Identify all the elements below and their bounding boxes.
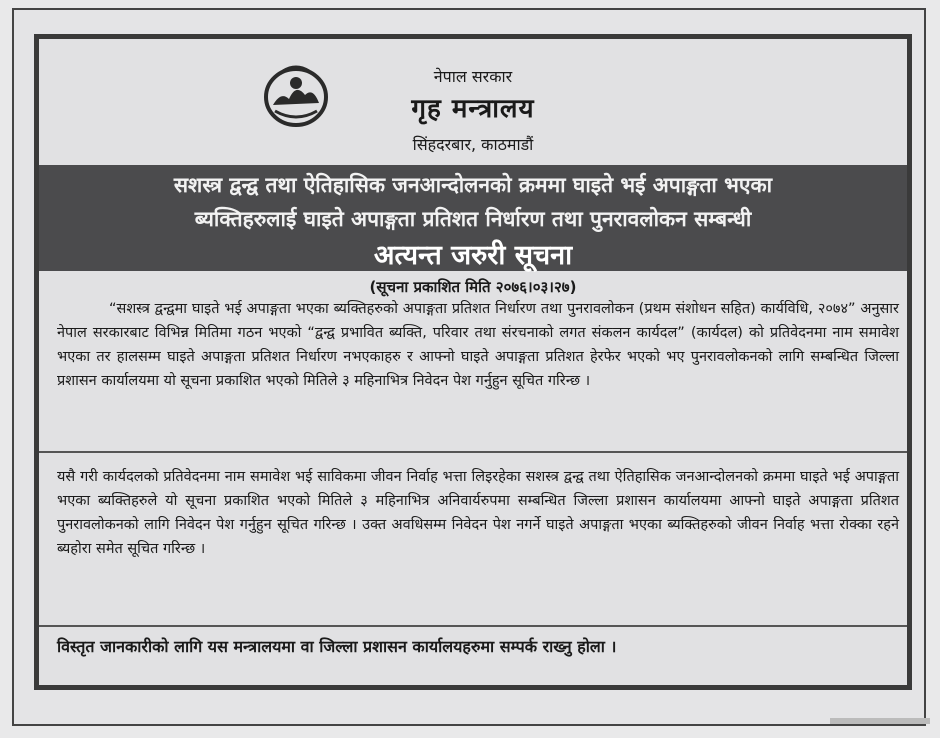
paragraph-2: यसै गरी कार्यदलको प्रतिवेदनमा नाम समावेश भई साविकमा जीवन निर्वाह भत्ता लिइरहेका सशस्त्र द्वन्द्व तथा ऐतिहासिक जनआन्दोलनको क्रममा घाइते भई अपाङ्गता भएका ब्यक्तिहरुले यो सूचना प्रकाशित भएको मितिले ३ महिनाभित्र अनिवार्यरुपमा सम्बन्धित जिल्ला प्रशासन कार्यालयमा आफ्नो घाइते अपाङ्गता प्रतिशत पुनरावलोकनको लागि निवेदन पेश गर्नुहुन सूचित गरिन्छ । उक्त अवधिसम्म निवेदन पेश नगर्ने घाइते अपाङ्गता भएका ब्यक्तिहरुको जीवन निर्वाह भत्ता रोक्का रहने ब्यहोरा समेत सूचित गरिन्छ । [57, 469, 899, 557]
notice-banner [39, 165, 907, 271]
divider [39, 451, 907, 453]
scan-edge-strip [830, 718, 930, 724]
divider [39, 625, 907, 627]
ministry-name: गृह मन्त्रालय [411, 94, 535, 124]
ministry-address: सिंहदरबार, काठमाडौं [412, 135, 534, 154]
government-name: नेपाल सरकार [433, 67, 513, 86]
publication-date: (सूचना प्रकाशित मिति २०७६।०३।२७) [369, 278, 577, 296]
paragraph-1: “सशस्त्र द्वन्द्वमा घाइते भई अपाङ्गता भएका ब्यक्तिहरुको अपाङ्गता प्रतिशत निर्धारण तथा पुनरावलोकन (प्रथम संशोधन सहित) कार्यविधि, २०७४” अनुसार नेपाल सरकारबाट विभिन्न मितिमा गठन भएको “द्वन्द्व प्रभावित ब्यक्ति, परिवार तथा संरचनाको लगत संकलन कार्यदल” (कार्यदल) को प्रतिवेदनमा नाम समावेश भएका तर हालसम्म घाइते अपाङ्गता प्रतिशत निर्धारण नभएकाहरु र आफ्नो घाइते अपाङ्गता प्रतिशत हेरफेर भएको भए पुनरावलोकनको लागि सम्बन्धित जिल्ला प्रशासन कार्यालयमा यो सूचना प्रकाशित भएको मितिले ३ महिनाभित्र निवेदन पेश गर्नुहुन सूचित गरिन्छ । [57, 301, 899, 389]
notice-document [34, 34, 912, 690]
banner-line-2: ब्यक्तिहरुलाई घाइते अपाङ्गता प्रतिशत निर्धारण तथा पुनरावलोकन सम्बन्धी [194, 207, 752, 231]
notice-title: अत्यन्त जरुरी सूचना [373, 240, 573, 271]
contact-paragraph: विस्तृत जानकारीको लागि यस मन्त्रालयमा वा जिल्ला प्रशासन कार्यालयहरुमा सम्पर्क राख्नु होला । [57, 637, 617, 656]
banner-line-1: सशस्त्र द्वन्द्व तथा ऐतिहासिक जनआन्दोलनको क्रममा घाइते भई अपाङ्गता भएका [173, 173, 773, 197]
